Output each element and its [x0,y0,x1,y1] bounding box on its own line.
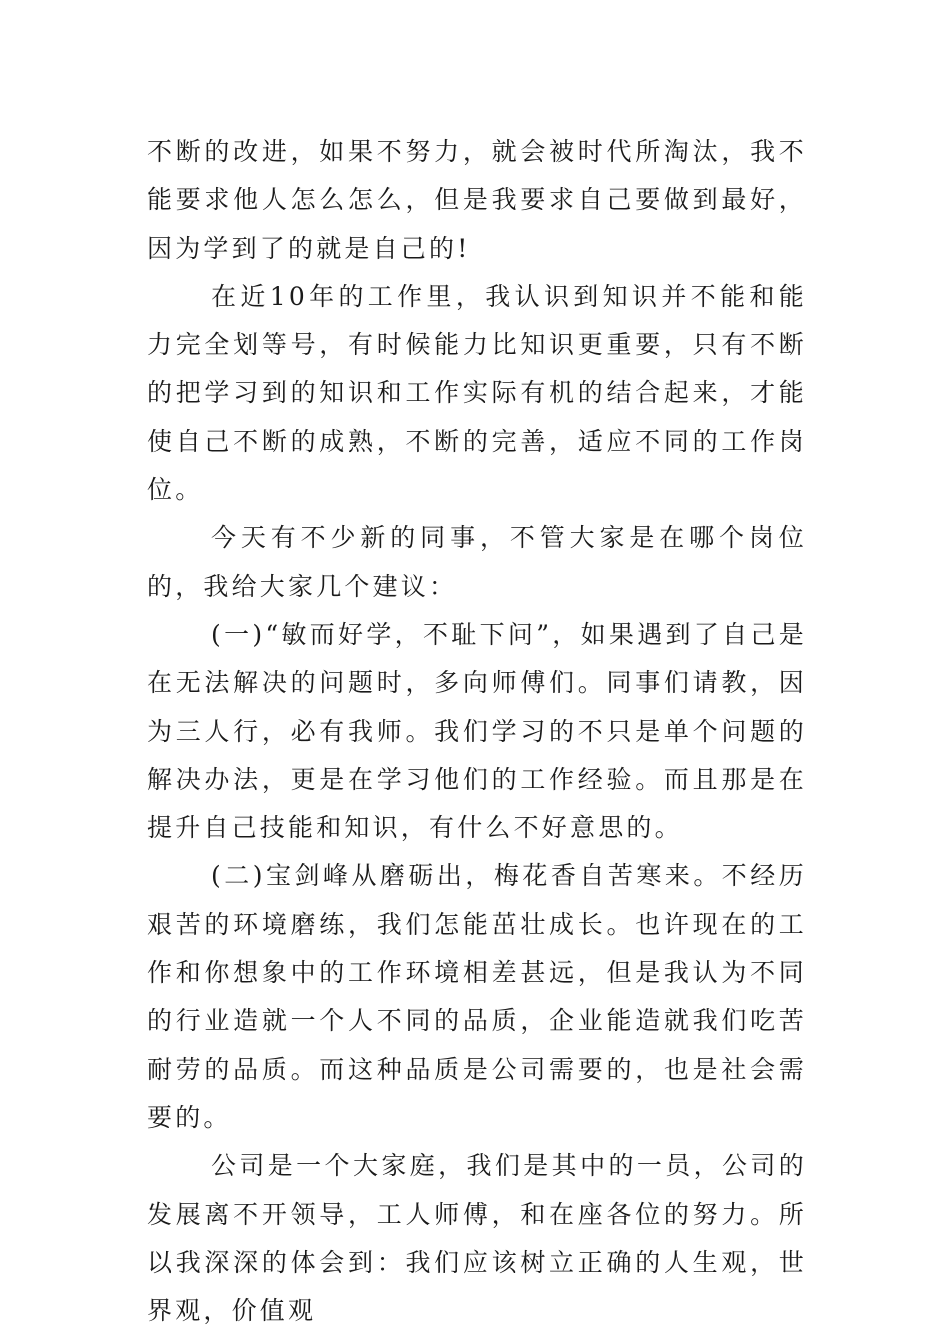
paragraph-advice-two: (二)宝剑峰从磨砺出，梅花香自苦寒来。不经历艰苦的环境磨练，我们怎能茁壮成长。也许现在的工作和你想象中的工作环境相差甚远，但是我认为不同的行业造就一个人不同的品质，企业能造就我们吃苦耐劳的品质。而这种品质是公司需要的，也是社会需要的。 [147,861,807,1132]
paragraph-company-family: 公司是一个大家庭，我们是其中的一员，公司的发展离不开领导，工人师傅，和在座各位的努力。所以我深深的体会到：我们应该树立正确的人生观，世界观，价值观 [147,1151,807,1326]
document-body [147,128,807,1335]
paragraph-advice-intro: 今天有不少新的同事，不管大家是在哪个岗位的，我给大家几个建议： [147,523,807,601]
paragraph-continuation: 不断的改进，如果不努力，就会被时代所淘汰，我不能要求他人怎么怎么，但是我要求自己要做到最好，因为学到了的就是自己的! [147,137,807,263]
paragraph-advice-one: (一)“敏而好学，不耻下问”，如果遇到了自己是在无法解决的问题时，多向师傅们。同事们请教，因为三人行，必有我师。我们学习的不只是单个问题的解决办法，更是在学习他们的工作经验。而且那是在提升自己技能和知识，有什么不好意思的。 [147,619,807,843]
paragraph-work-experience: 在近10年的工作里，我认识到知识并不能和能力完全划等号，有时候能力比知识更重要，只有不断的把学习到的知识和工作实际有机的结合起来，才能使自己不断的成熟，不断的完善，适应不同的工作岗位。 [147,281,807,505]
